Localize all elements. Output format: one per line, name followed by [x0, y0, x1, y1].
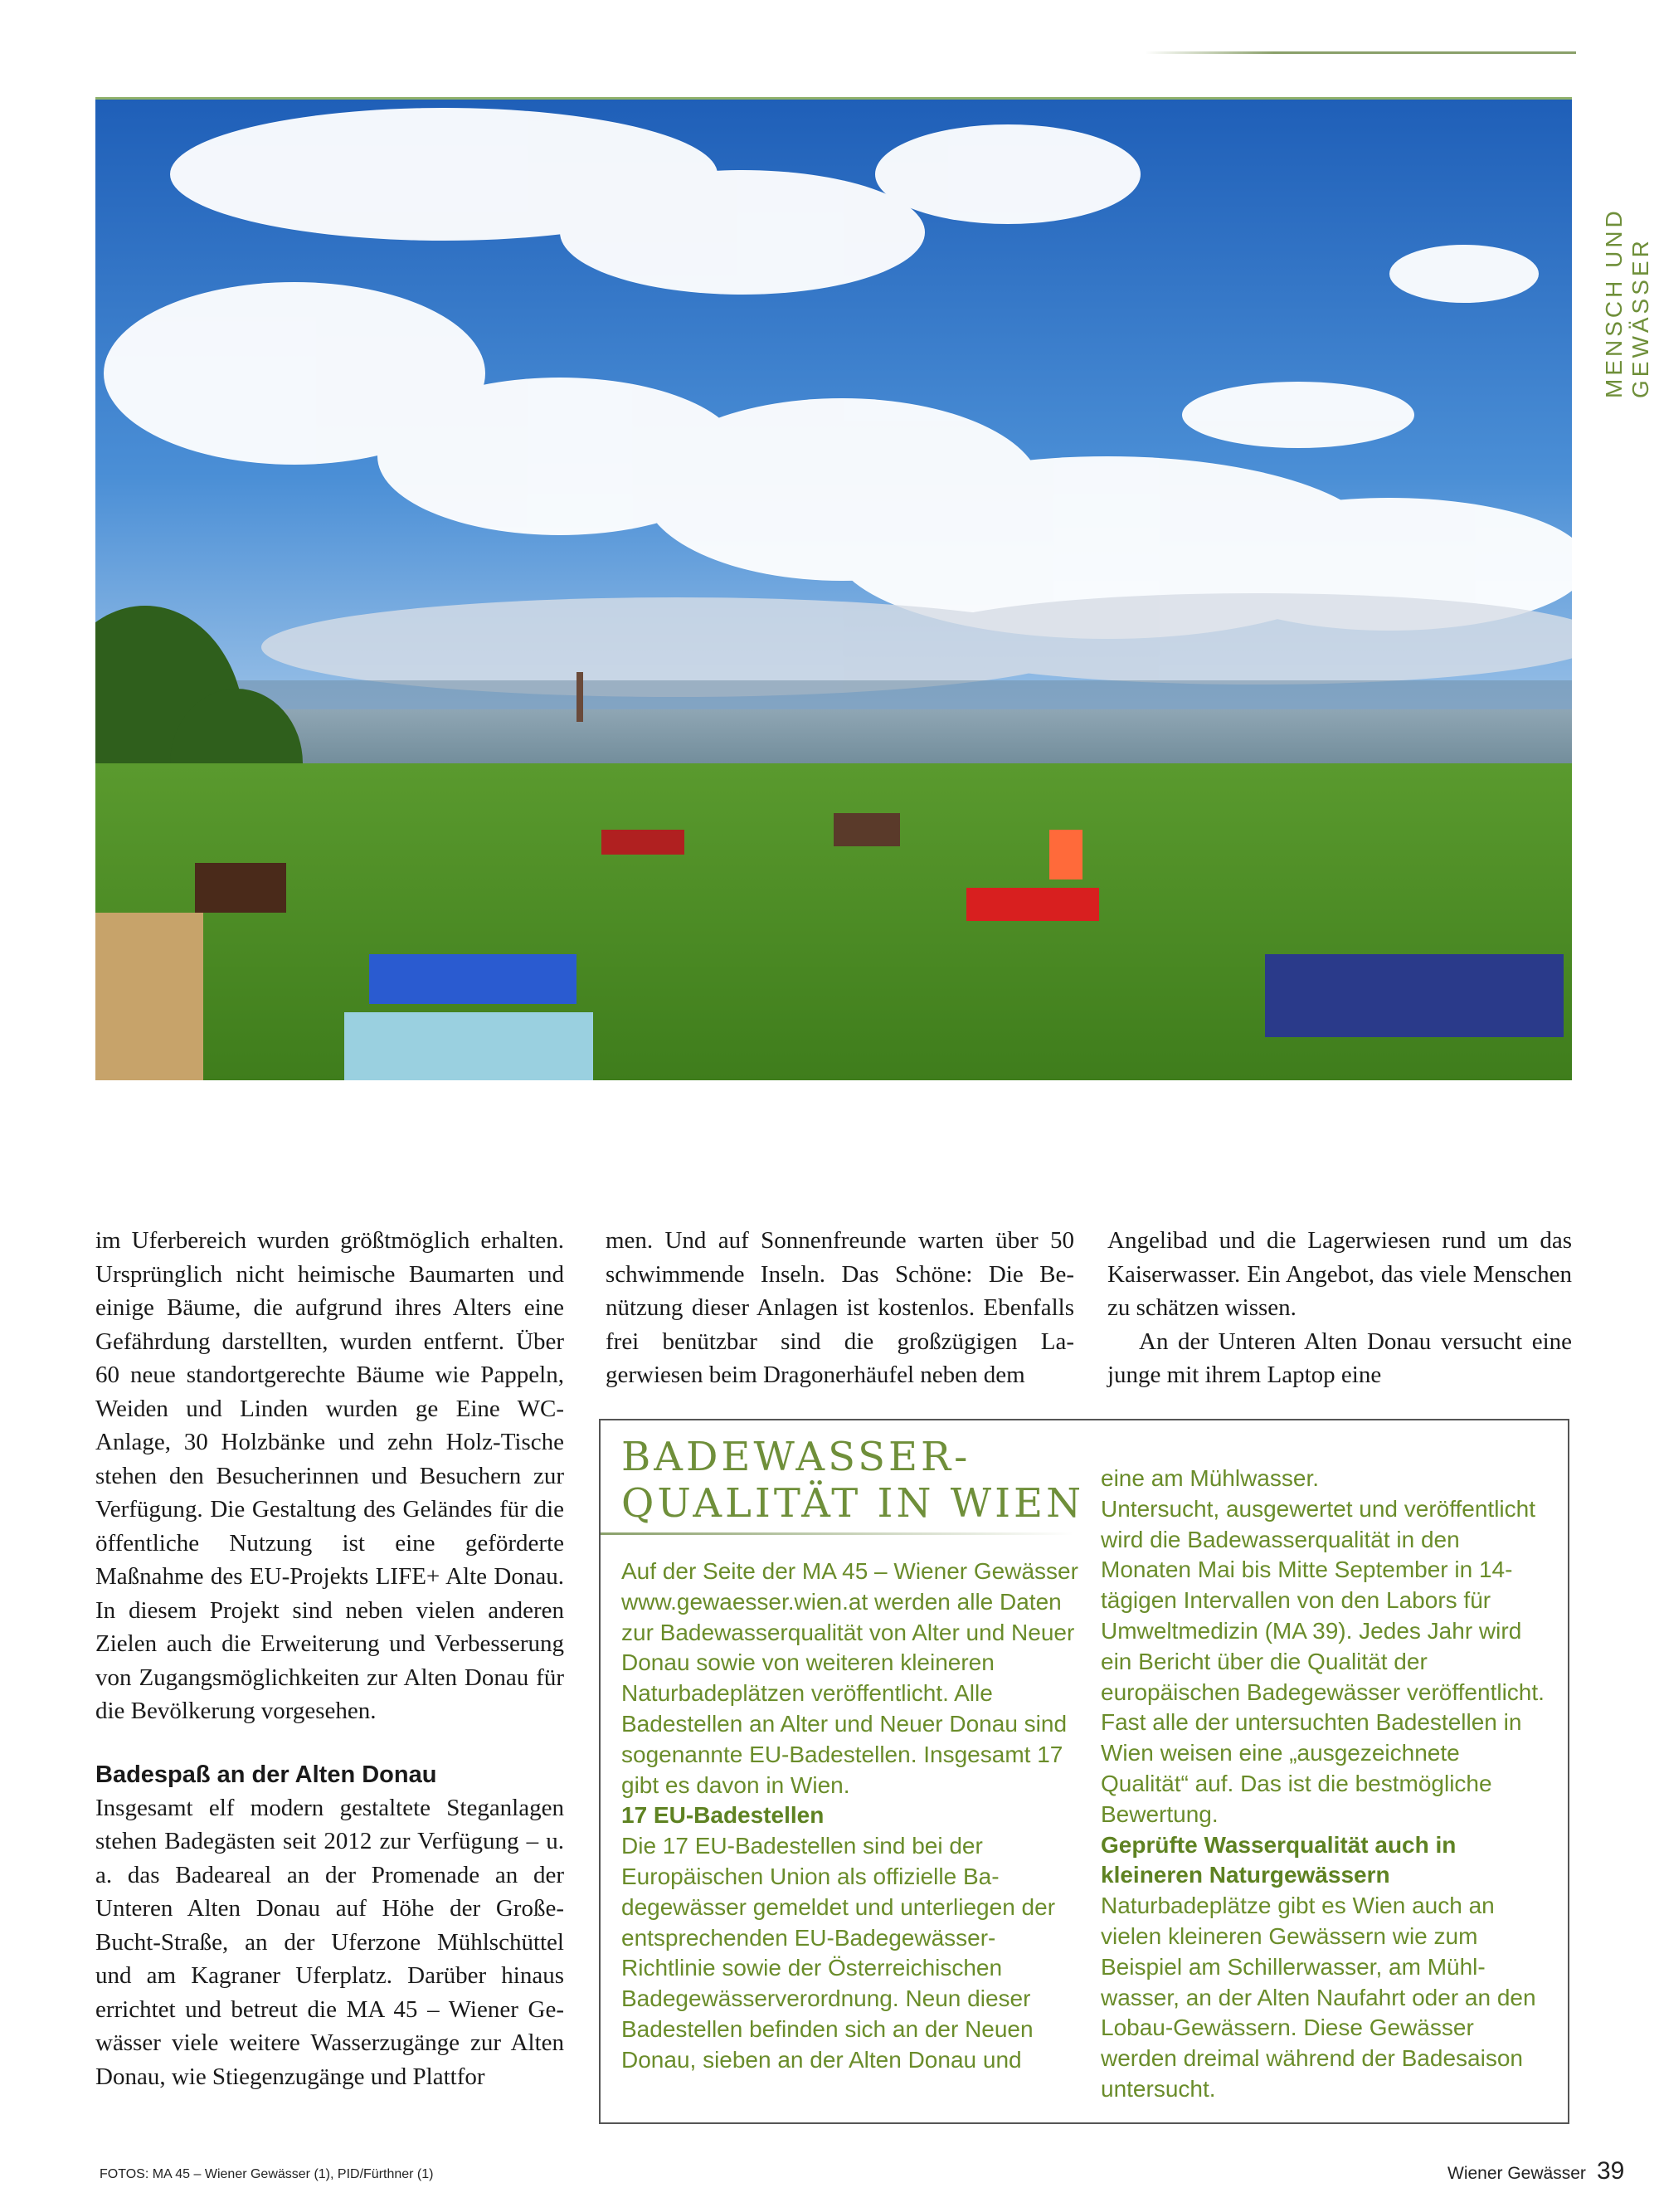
info-box-title [621, 1434, 1086, 1527]
photo-credit: FOTOS: MA 45 – Wiener Gewässer (1), PID/Fürthner (1) [100, 2167, 434, 2181]
article-column-1 [95, 1224, 564, 2093]
article-paragraph: im Uferbereich wurden größtmöglich erhalten. Ursprünglich nicht heimische Baumarten und einige Bäume, die aufgrund ihres Alters eine Gefährdung darstellten, wurden entfernt. Über 60 neue standortgerechte Bäume wie Pappeln, Weiden und Linden wurden ge Eine WC-Anlage, 30 Holzbänke und zehn Holz-Tische stehen den Besucherinnen und Besuchern zur Verfügung. Die Gestaltung des Geländes für die öffentliche Nutzung ist eine geförderte Maßnahme des EU-Projekts LIFE+ Alte Donau. In diesem Projekt sind neben vielen anderen Zielen auch die Erweiterung und Verbesserung von Zugangsmöglichkeiten zur Alten Donau für die Bevölkerung vorgesehen. [95, 1227, 564, 1724]
article-subheading: Badespaß an der Alten Donau [95, 1761, 437, 1788]
info-box-paragraph: Naturbadeplätze gibt es Wien auch an vielen kleineren Gewässern wie zum Beispiel am Schillerwasser, am Mühlwasser, an der Alten Naufahrt oder an den Lobau-Gewässern. Diese Gewässer werden dreimal während der Badesaison untersucht. [1101, 1893, 1536, 2102]
article-paragraph: men. Und auf Sonnenfreunde warten über 50 schwimmende Inseln. Das Schöne: Die Benützung dieser Anlagen ist kostenlos. Ebenfalls frei benützbar sind die großzügigen Lagerwiesen beim Dragonerhäufel neben dem [606, 1227, 1074, 1388]
article-paragraph: Insgesamt elf modern gestaltete Steganlagen stehen Badegästen seit 2012 zur Verfügung – u. a. das Badeareal an der Promenade an der Unteren Alten Donau auf Höhe der Große-Bucht-Straße, an der Uferzone Mühlschüttel und am Kagraner Uferplatz. Darüber hinaus errichtet und betreut die MA 45 – Wiener Gewässer viele weitere Wasserzugänge zur Alten Donau, wie Stiegenzugänge und Plattfor [95, 1794, 564, 2090]
info-box [599, 1419, 1569, 2124]
article-column-3 [1107, 1224, 1572, 1392]
info-box-column-1 [621, 1557, 1086, 2076]
info-box-subheading: 17 EU-Badestellen [621, 1802, 825, 1829]
publication-name: Wiener Gewässer [1447, 2164, 1586, 2183]
info-box-paragraph: Auf der Seite der MA 45 – Wiener Gewässer www.gewaesser.wien.at werden alle Daten zur Badewasserqualität von Alter und Neuer Donau sowie von weiteren kleineren Naturbadeplätzen veröffentlicht. Alle Badestellen an Alter und Neuer Donau sind sogenannte EU-Badestellen. Insgesamt 17 gibt es davon in Wien. [621, 1558, 1078, 1798]
hero-photo [95, 97, 1572, 1083]
info-box-paragraph: eine am Mühlwasser. [1101, 1465, 1320, 1491]
page-number: 39 [1597, 2157, 1625, 2185]
info-box-rule [601, 1532, 1073, 1535]
top-rule [1145, 51, 1576, 54]
section-label: MENSCH UND GEWÄSSER [1601, 207, 1653, 398]
info-box-subheading: Geprüfte Wasserqualität auch in kleineren Naturgewässern [1101, 1831, 1457, 1888]
article-column-2 [606, 1224, 1074, 1392]
info-box-paragraph: Die 17 EU-Badestellen sind bei der Europäischen Union als offizielle Badegewässer gemeldet und unterliegen der entsprechenden EU-Badegewässer-Richtlinie sowie der Österreichischen Badegewässerverordnung. Neun dieser Badestellen befinden sich an der Neuen Donau, sieben an der Alten Donau und [621, 1833, 1056, 2073]
info-box-title-line: QUALITÄT IN WIEN [621, 1480, 1085, 1527]
info-box-title-line: BADEWASSER- [621, 1434, 971, 1480]
info-box-column-2 [1101, 1464, 1553, 2105]
article-paragraph: An der Unteren Alten Donau versucht eine junge mit ihrem Laptop eine [1107, 1328, 1572, 1388]
article-paragraph: Angelibad und die Lagerwiesen rund um das Kaiserwasser. Ein Angebot, das viele Menschen zu schätzen wissen. [1107, 1227, 1572, 1321]
info-box-paragraph: Untersucht, ausgewertet und veröffentlicht wird die Badewasserqualität in den Monaten Mai bis Mitte September in 14-tägigen Intervallen von den Labors für Umweltmedizin (MA 39). Jedes Jahr wird ein Bericht über die Qualität der europäischen Badegewässer veröffentlicht. Fast alle der untersuchten Badestellen in Wien weisen eine „ausgezeichnete Qualität“ auf. Das ist die bestmögliche Bewertung. [1101, 1495, 1545, 1827]
